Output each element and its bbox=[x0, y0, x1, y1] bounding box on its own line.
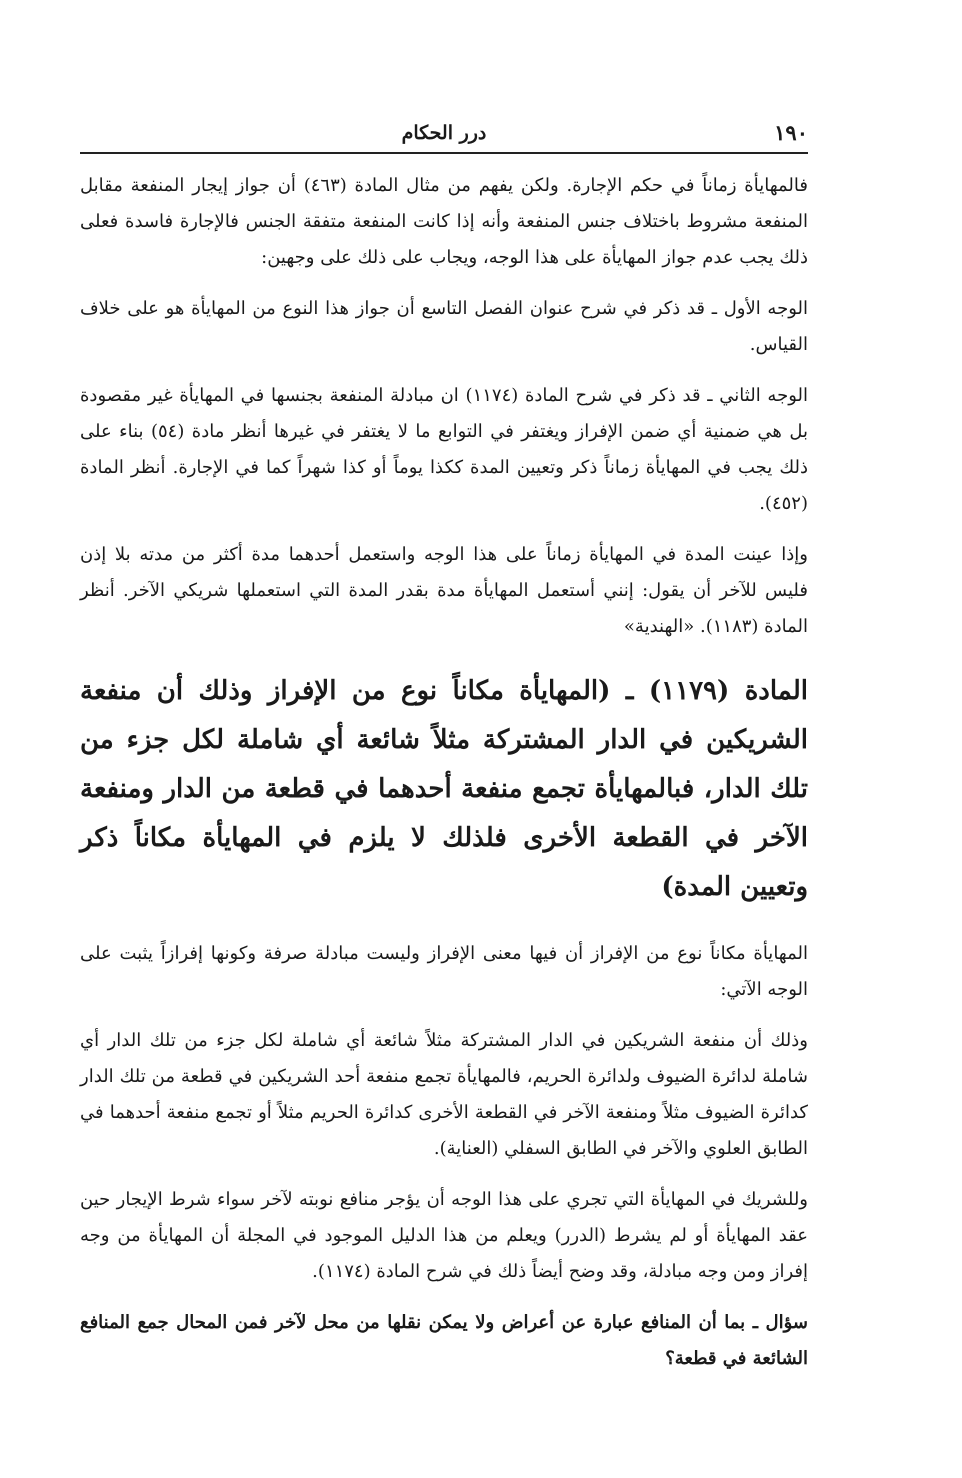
paragraph-question: سؤال ـ بما أن المنافع عبارة عن أعراض ولا يمكن نقلها من محل لآخر فمن المحال جمع المنافع الشائعة في قطعة؟ bbox=[80, 1312, 808, 1369]
paragraph-first-aspect: الوجه الأول ـ قد ذكر في شرح عنوان الفصل التاسع أن جواز هذا النوع من المهايأة هو على خلاف القياس. bbox=[80, 298, 808, 355]
paragraph-duration: وإذا عينت المدة في المهايأة زماناً على هذا الوجه واستعمل أحدهما مدة أكثر من مدته بلا إذن فليس للآخر أن يقول: إنني أستعمل المهايأة مدة بقدر المدة التي استعملها شريكي الآخر. أنظر المادة (١١٨٣). «الهندية» bbox=[80, 544, 808, 637]
paragraph-intro: فالمهايأة زماناً في حكم الإجارة. ولكن يفهم من مثال المادة (٤٦٣) أن جواز إيجار المنفعة مقابل المنفعة مشروط باختلاف جنس المنفعة وأنه إذا كانت المنفعة متفقة الجنس فالإجارة فاسدة فعلى ذلك يجب عدم جواز المهايأة على هذا الوجه، ويجاب على ذلك على وجهين: bbox=[80, 175, 808, 268]
document-page bbox=[80, 118, 808, 1392]
paragraph-example: وذلك أن منفعة الشريكين في الدار المشتركة مثلاً شائعة أي شاملة لكل جزء من تلك الدار أي شاملة لدائرة الضيوف ولدائرة الحريم، فالمهايأة تجمع منفعة أحد الشريكين في قطعة من تلك الدار كدائرة الضيوف مثلاً ومنفعة الآخر في القطعة الأخرى كدائرة الحريم مثلاً أو تجمع منفعة أحدهما في الطابق العلوي والآخر في الطابق السفلي (العناية). bbox=[80, 1030, 808, 1159]
article-text: المادة (١١٧٩) ـ (المهايأة مكاناً نوع من الإفراز وذلك أن منفعة الشريكين في الدار المشتركة مثلاً شائعة أي شاملة لكل جزء من تلك الدار، فبالمهايأة تجمع منفعة أحدهما في قطعة من الدار ومنفعة الآخر في القطعة الأخرى فلذلك لا يلزم في المهايأة مكاناً ذكر وتعيين المدة) bbox=[80, 676, 808, 902]
paragraph-second-aspect: الوجه الثاني ـ قد ذكر في شرح المادة (١١٧٤) ان مبادلة المنفعة بجنسها في المهايأة غير مقصودة بل هي ضمنية أي ضمن الإفراز ويغتفر في التوابع ما لا يغتفر في غيرها أنظر مادة (٥٤) بناء على ذلك يجب في المهايأة زماناً ذكر وتعيين المدة ككذا يوماً أو كذا شهراً كما في الإجارة. أنظر المادة (٤٥٢). bbox=[80, 385, 808, 514]
running-title: درر الحكام bbox=[401, 122, 487, 144]
paragraph-partner-lease: وللشريك في المهايأة التي تجري على هذا الوجه أن يؤجر منافع نوبته لآخر سواء شرط الإيجار حين عقد المهايأة أو لم يشرط (الدرر) ويعلم من هذا الدليل الموجود في المجلة أن المهايأة من وجه إفراز ومن وجه مبادلة، وقد وضح أيضاً ذلك في شرح المادة (١١٧٤). bbox=[80, 1189, 808, 1282]
page-body bbox=[80, 168, 808, 1377]
paragraph-explanation: المهايأة مكاناً نوع من الإفراز أن فيها معنى الإفراز وليست مبادلة صرفة وكونها إفرازاً يثبت على الوجه الآتي: bbox=[80, 943, 808, 1000]
page-header bbox=[80, 118, 808, 154]
page-number: ١٩٠ bbox=[774, 120, 808, 145]
